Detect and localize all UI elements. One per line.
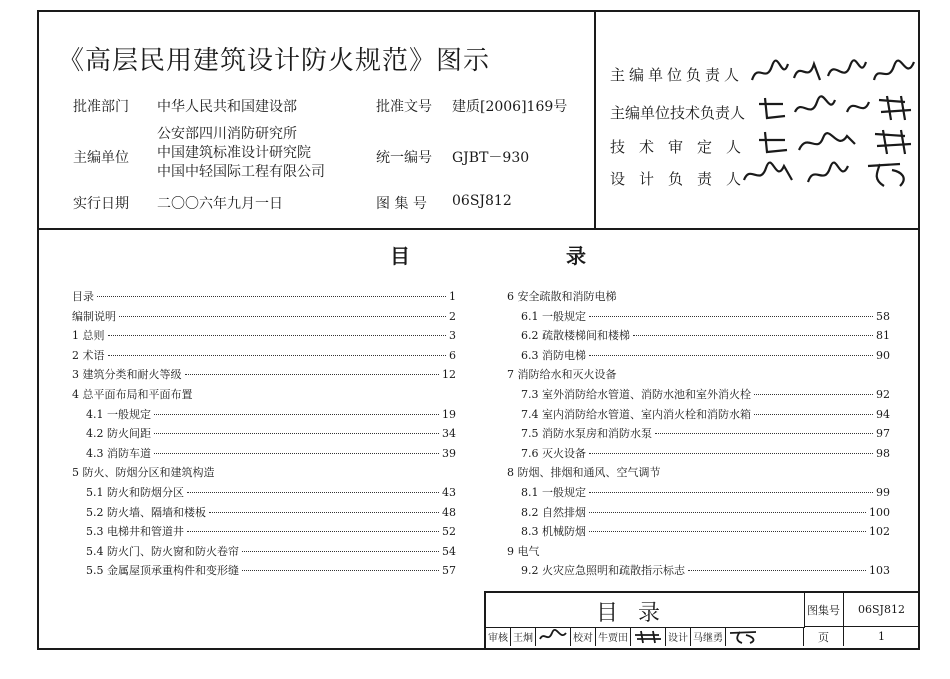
editor-unit-2: 中国建筑标准设计研究院: [157, 145, 311, 161]
toc-entry-label: 8 防烟、排烟和通风、空气调节: [507, 466, 661, 480]
toc-entry-label: 5 防火、防烟分区和建筑构造: [72, 466, 215, 480]
toc-entry-page: 54: [442, 544, 456, 558]
toc-entry-label: 4.1 一般规定: [86, 407, 151, 421]
approval-dept: 中华人民共和国建设部: [157, 99, 297, 115]
toc-entry-label: 6.1 一般规定: [521, 309, 586, 323]
toc-entry-page: 3: [449, 329, 456, 343]
check-label: 校对: [571, 627, 596, 646]
review-label: 审核: [486, 627, 511, 646]
toc-entry-page: 90: [876, 348, 890, 362]
toc-entry: [72, 484, 456, 504]
toc-entry: [72, 347, 456, 367]
toc-entry-label: 8.3 机械防烟: [521, 525, 586, 539]
toc-entry-page: 1: [449, 290, 456, 303]
toc-entry-label: 4 总平面布局和平面布置: [72, 387, 193, 401]
toc-leader-dots: [754, 414, 873, 415]
toc-entry-label: 7.3 室外消防给水管道、消防水池和室外消火栓: [521, 387, 751, 401]
toc-entry: [507, 327, 890, 347]
toc-entry-page: 2: [449, 309, 456, 323]
approval-doc-label: 批准文号: [376, 99, 432, 115]
header-bottom-rule: [37, 228, 920, 230]
toc-entry-page: 19: [442, 407, 456, 421]
toc-entry-label: 4.3 消防车道: [86, 446, 151, 460]
checker-signature: [631, 627, 666, 646]
signer-label-1: 主编单位负责人: [610, 66, 744, 84]
toc-entry-label: 9 电气: [507, 544, 540, 558]
toc-entry-label: 5.4 防火门、防火窗和防火卷帘: [86, 544, 239, 558]
effective-date: 二〇〇六年九月一日: [157, 196, 283, 212]
toc-leader-dots: [154, 433, 439, 434]
toc-entry: [507, 347, 890, 367]
toc-leader-dots: [589, 453, 873, 454]
toc-entry-label: 1 总则: [72, 329, 105, 343]
toc-entry: [507, 484, 890, 504]
toc-leader-dots: [187, 531, 439, 532]
toc-entry: [72, 445, 456, 465]
toc-entry-page: 6: [449, 348, 456, 362]
toc-entry-page: 12: [442, 368, 456, 382]
handwritten-signature: [728, 629, 758, 644]
toc-entry: [507, 288, 890, 308]
toc-entry-label: 6 安全疏散和消防电梯: [507, 290, 617, 303]
toc-entry-label: 2 术语: [72, 348, 105, 362]
toc-entry: [72, 425, 456, 445]
page-value-cell: 1: [878, 630, 885, 643]
toc-entry-label: 目录: [72, 290, 94, 303]
toc-entry-page: 100: [869, 505, 890, 519]
toc-entry-page: 97: [876, 427, 890, 441]
title-block: [484, 591, 919, 648]
designer-signature: [726, 627, 760, 646]
toc-entry: [507, 523, 890, 543]
designer-name: 马继勇: [691, 627, 726, 646]
toc-leader-dots: [589, 492, 873, 493]
toc-leader-dots: [154, 453, 439, 454]
header-title: 《高层民用建筑设计防火规范》图示: [58, 46, 491, 76]
toc-leader-dots: [108, 335, 447, 336]
atlas-no-label: 图 集 号: [376, 196, 427, 212]
toc-entry-page: 81: [876, 329, 890, 343]
toc-entry-page: 43: [442, 485, 456, 499]
handwritten-signature: [755, 124, 920, 158]
toc-entry: [72, 308, 456, 328]
toc-entry: [507, 425, 890, 445]
handwritten-signature: [538, 629, 568, 644]
effective-date-label: 实行日期: [73, 196, 129, 212]
toc-entry: [72, 288, 456, 308]
toc-entry: [72, 543, 456, 563]
toc-entry: [72, 562, 456, 582]
toc-leader-dots: [187, 492, 439, 493]
toc-entry-label: 6.3 消防电梯: [521, 348, 586, 362]
toc-entry-label: 3 建筑分类和耐火等级: [72, 368, 182, 382]
toc-entry: [507, 464, 890, 484]
toc-entry: [72, 366, 456, 386]
toc-entry: [72, 386, 456, 406]
title-block-title-cell: [486, 593, 805, 628]
toc-right-column: [507, 288, 890, 582]
toc-entry: [507, 366, 890, 386]
toc-entry-label: 7.6 灭火设备: [521, 446, 586, 460]
toc-leader-dots: [154, 414, 439, 415]
toc-entry-page: 57: [442, 564, 456, 578]
toc-entry: [507, 445, 890, 465]
toc-entry-label: 7.4 室内消防给水管道、室内消火栓和消防水箱: [521, 407, 751, 421]
toc-leader-dots: [209, 512, 439, 513]
toc-leader-dots: [754, 394, 873, 395]
toc-entry-label: 5.5 金属屋顶承重构件和变形缝: [86, 564, 239, 578]
design-label: 设计: [666, 627, 691, 646]
editor-units: [157, 125, 325, 182]
toc-entry-page: 48: [442, 505, 456, 519]
header-vertical-rule: [594, 10, 596, 228]
atlas-value-cell: 06SJ812: [844, 593, 919, 627]
toc-leader-dots: [589, 512, 866, 513]
toc-entry-page: 99: [876, 485, 890, 499]
title-block-signoff-row: [486, 627, 804, 646]
unified-no: GJBT－930: [452, 150, 530, 166]
toc-entry: [72, 523, 456, 543]
toc-entry-page: 58: [876, 309, 890, 323]
toc-entry: [72, 406, 456, 426]
toc-entry-label: 9.2 火灾应急照明和疏散指示标志: [521, 564, 685, 578]
toc-leader-dots: [589, 531, 866, 532]
signer-label-3: 技术审定人: [610, 138, 756, 156]
toc-entry: [507, 386, 890, 406]
toc-leader-dots: [633, 335, 873, 336]
toc-entry-page: 102: [869, 525, 890, 539]
handwritten-signature: [755, 90, 920, 124]
title-block-title: 目录: [596, 601, 681, 626]
editor-unit-1: 公安部四川消防研究所: [157, 126, 297, 142]
approval-doc: 建质[2006]169号: [452, 99, 568, 115]
toc-leader-dots: [589, 355, 873, 356]
toc-entry-page: 103: [869, 564, 890, 578]
checker-name: 牛贾田: [596, 627, 631, 646]
toc-entry: [507, 562, 890, 582]
toc-entry-label: 8.2 自然排烟: [521, 505, 586, 519]
toc-entry-page: 39: [442, 446, 456, 460]
toc-leader-dots: [108, 355, 447, 356]
toc-entry-label: 5.1 防火和防烟分区: [86, 485, 184, 499]
toc-entry-page: 92: [876, 387, 890, 401]
page-label-cell: 页: [804, 627, 844, 646]
atlas-no: 06SJ812: [452, 193, 512, 209]
editor-unit-3: 中国中轻国际工程有限公司: [157, 164, 325, 180]
toc-entry: [507, 543, 890, 563]
toc-entry-label: 8.1 一般规定: [521, 485, 586, 499]
toc-title-left: 目: [390, 244, 410, 268]
approval-dept-label: 批准部门: [73, 99, 129, 115]
toc-leader-dots: [185, 374, 440, 375]
toc-entry: [72, 464, 456, 484]
signer-label-2: 主编单位技术负责人: [610, 104, 746, 122]
toc-entry: [72, 504, 456, 524]
editor-unit-label: 主编单位: [73, 150, 129, 166]
reviewer-signature: [536, 627, 571, 646]
toc-entry-label: 7 消防给水和灭火设备: [507, 368, 617, 382]
handwritten-signature: [633, 629, 663, 644]
handwritten-signature: [740, 156, 920, 190]
toc-entry-label: 6.2 疏散楼梯间和楼梯: [521, 329, 630, 343]
atlas-label-cell: 图集号: [804, 593, 844, 627]
signature-row-4: [740, 156, 920, 190]
toc-entry: [507, 406, 890, 426]
toc-entry: [507, 308, 890, 328]
toc-entry-page: 94: [876, 407, 890, 421]
toc-entry-label: 7.5 消防水泵房和消防水泵: [521, 427, 652, 441]
toc-entry-page: 34: [442, 427, 456, 441]
toc-leader-dots: [242, 570, 439, 571]
toc-entry-page: 98: [876, 446, 890, 460]
signature-row-2: [755, 90, 920, 124]
toc-entry-page: 52: [442, 525, 456, 539]
toc-title-right: 录: [566, 244, 586, 268]
toc-entry-label: 编制说明: [72, 309, 116, 323]
toc-left-column: [72, 288, 456, 582]
handwritten-signature: [748, 54, 920, 88]
reviewer-name: 王炯: [511, 627, 536, 646]
signature-row-1: [748, 54, 920, 88]
toc-entry-label: 5.2 防火墙、隔墙和楼板: [86, 505, 206, 519]
toc-leader-dots: [119, 316, 446, 317]
signer-label-4: 设计负责人: [610, 170, 756, 188]
toc-leader-dots: [242, 551, 439, 552]
toc-leader-dots: [97, 296, 446, 297]
toc-leader-dots: [688, 570, 866, 571]
unified-no-label: 统一编号: [376, 150, 432, 166]
signature-row-3: [755, 124, 920, 158]
toc-entry: [72, 327, 456, 347]
toc-entry: [507, 504, 890, 524]
toc-leader-dots: [589, 316, 873, 317]
toc-entry-label: 4.2 防火间距: [86, 427, 151, 441]
toc-entry-label: 5.3 电梯井和管道井: [86, 525, 184, 539]
toc-leader-dots: [655, 433, 873, 434]
